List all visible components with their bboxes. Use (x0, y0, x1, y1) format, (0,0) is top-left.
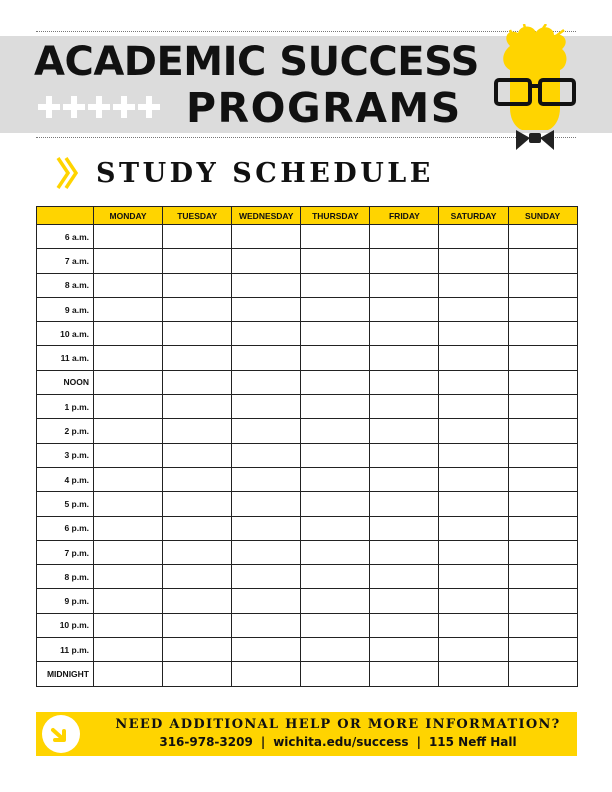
schedule-cell[interactable] (232, 273, 301, 297)
schedule-cell[interactable] (508, 540, 577, 564)
schedule-cell[interactable] (163, 492, 232, 516)
schedule-cell[interactable] (301, 467, 370, 491)
time-label: 2 p.m. (37, 419, 94, 443)
schedule-cell[interactable] (301, 346, 370, 370)
time-label: 5 p.m. (37, 492, 94, 516)
table-row (37, 419, 578, 443)
schedule-cell[interactable] (163, 540, 232, 564)
time-label: 7 p.m. (37, 540, 94, 564)
schedule-cell[interactable] (163, 589, 232, 613)
time-label: 9 a.m. (37, 297, 94, 321)
day-header-friday: FRIDAY (370, 207, 439, 225)
table-row (37, 322, 578, 346)
table-row (37, 395, 578, 419)
schedule-cell[interactable] (163, 322, 232, 346)
schedule-cell[interactable] (163, 419, 232, 443)
schedule-cell[interactable] (439, 467, 508, 491)
schedule-cell[interactable] (232, 322, 301, 346)
schedule-cell[interactable] (508, 613, 577, 637)
mascot-lightbulb-glasses-bowtie-icon (492, 24, 578, 156)
table-row (37, 492, 578, 516)
schedule-cell[interactable] (163, 638, 232, 662)
time-label: 4 p.m. (37, 467, 94, 491)
table-row (37, 662, 578, 686)
schedule-cell[interactable] (301, 589, 370, 613)
schedule-cell[interactable] (370, 540, 439, 564)
schedule-cell[interactable] (301, 297, 370, 321)
footer-contact-line (106, 735, 570, 749)
schedule-cell[interactable] (508, 395, 577, 419)
schedule-cell[interactable] (94, 492, 163, 516)
schedule-cell[interactable] (439, 662, 508, 686)
schedule-cell[interactable] (163, 370, 232, 394)
schedule-cell[interactable] (439, 638, 508, 662)
schedule-cell[interactable] (94, 346, 163, 370)
schedule-cell[interactable] (508, 565, 577, 589)
schedule-cell[interactable] (370, 443, 439, 467)
schedule-cell[interactable] (301, 492, 370, 516)
schedule-cell[interactable] (439, 322, 508, 346)
table-row (37, 297, 578, 321)
schedule-cell[interactable] (370, 297, 439, 321)
schedule-cell[interactable] (301, 273, 370, 297)
schedule-cell[interactable] (508, 492, 577, 516)
time-label: 8 a.m. (37, 273, 94, 297)
schedule-cell[interactable] (508, 516, 577, 540)
schedule-cell[interactable] (370, 395, 439, 419)
header-corner-cell (37, 207, 94, 225)
schedule-cell[interactable] (439, 249, 508, 273)
schedule-cell[interactable] (370, 370, 439, 394)
time-label: 8 p.m. (37, 565, 94, 589)
schedule-cell[interactable] (232, 346, 301, 370)
schedule-cell[interactable] (232, 419, 301, 443)
schedule-cell[interactable] (301, 638, 370, 662)
footer-help-text: NEED ADDITIONAL HELP OR MORE INFORMATION? (115, 717, 561, 732)
footer-banner (36, 712, 577, 756)
schedule-cell[interactable] (163, 516, 232, 540)
schedule-cell[interactable] (439, 589, 508, 613)
day-header-monday: MONDAY (94, 207, 163, 225)
schedule-cell[interactable] (232, 589, 301, 613)
study-schedule-table (36, 206, 578, 687)
schedule-cell[interactable] (508, 346, 577, 370)
table-row (37, 249, 578, 273)
table-row (37, 346, 578, 370)
schedule-cell[interactable] (94, 297, 163, 321)
schedule-cell[interactable] (232, 613, 301, 637)
schedule-cell[interactable] (163, 273, 232, 297)
day-header-thursday: THURSDAY (301, 207, 370, 225)
schedule-cell[interactable] (508, 322, 577, 346)
schedule-cell[interactable] (94, 419, 163, 443)
header-title-line1: ACADEMIC SUCCESS (34, 39, 479, 85)
schedule-cell[interactable] (94, 225, 163, 249)
time-label: 7 a.m. (37, 249, 94, 273)
table-body (37, 225, 578, 687)
schedule-cell[interactable] (370, 492, 439, 516)
table-row (37, 638, 578, 662)
schedule-cell[interactable] (439, 225, 508, 249)
schedule-cell[interactable] (439, 540, 508, 564)
schedule-cell[interactable] (439, 297, 508, 321)
schedule-cell[interactable] (232, 297, 301, 321)
schedule-cell[interactable] (439, 516, 508, 540)
day-header-sunday: SUNDAY (508, 207, 577, 225)
table-row (37, 273, 578, 297)
schedule-cell[interactable] (301, 395, 370, 419)
schedule-cell[interactable] (370, 516, 439, 540)
table-row (37, 589, 578, 613)
schedule-cell[interactable] (301, 370, 370, 394)
schedule-cell[interactable] (370, 589, 439, 613)
schedule-cell[interactable] (370, 249, 439, 273)
schedule-cell[interactable] (163, 662, 232, 686)
schedule-cell[interactable] (232, 249, 301, 273)
schedule-cell[interactable] (163, 249, 232, 273)
table-row (37, 516, 578, 540)
page-title: STUDY SCHEDULE (96, 158, 434, 189)
schedule-cell[interactable] (94, 589, 163, 613)
schedule-cell[interactable] (508, 249, 577, 273)
footer-logo-circle (42, 715, 80, 753)
schedule-cell[interactable] (370, 467, 439, 491)
schedule-cell[interactable] (232, 467, 301, 491)
schedule-cell[interactable] (370, 346, 439, 370)
schedule-cell[interactable] (439, 395, 508, 419)
schedule-cell[interactable] (508, 297, 577, 321)
footer-separator: | (416, 735, 421, 749)
schedule-cell[interactable] (301, 540, 370, 564)
schedule-cell[interactable] (94, 638, 163, 662)
schedule-cell[interactable] (508, 273, 577, 297)
schedule-cell[interactable] (232, 565, 301, 589)
schedule-cell[interactable] (370, 662, 439, 686)
plus-icon (88, 94, 110, 120)
schedule-cell[interactable] (301, 419, 370, 443)
time-label: 10 p.m. (37, 613, 94, 637)
schedule-cell[interactable] (508, 370, 577, 394)
plus-icon (63, 94, 85, 120)
schedule-cell[interactable] (232, 443, 301, 467)
schedule-cell[interactable] (370, 273, 439, 297)
footer-separator: | (260, 735, 266, 749)
schedule-cell[interactable] (370, 419, 439, 443)
schedule-cell[interactable] (94, 322, 163, 346)
time-label: 6 p.m. (37, 516, 94, 540)
schedule-cell[interactable] (94, 565, 163, 589)
table-row (37, 370, 578, 394)
schedule-cell[interactable] (508, 443, 577, 467)
table-header-row (37, 207, 578, 225)
schedule-cell[interactable] (439, 565, 508, 589)
schedule-cell[interactable] (232, 370, 301, 394)
time-label: 11 a.m. (37, 346, 94, 370)
schedule-cell[interactable] (370, 638, 439, 662)
schedule-cell[interactable] (508, 589, 577, 613)
schedule-cell[interactable] (508, 662, 577, 686)
plus-icon (113, 94, 135, 120)
schedule-cell[interactable] (94, 662, 163, 686)
schedule-cell[interactable] (94, 467, 163, 491)
schedule-cell[interactable] (94, 370, 163, 394)
schedule-cell[interactable] (163, 225, 232, 249)
schedule-cell[interactable] (439, 346, 508, 370)
arrow-down-right-icon (42, 715, 80, 753)
schedule-cell[interactable] (301, 662, 370, 686)
schedule-cell[interactable] (301, 565, 370, 589)
schedule-cell[interactable] (163, 613, 232, 637)
schedule-cell[interactable] (301, 516, 370, 540)
schedule-cell[interactable] (370, 225, 439, 249)
table-row (37, 613, 578, 637)
schedule-cell[interactable] (301, 225, 370, 249)
table-row (37, 443, 578, 467)
schedule-cell[interactable] (163, 297, 232, 321)
schedule-cell[interactable] (508, 419, 577, 443)
footer-phone[interactable]: 316-978-3209 (159, 735, 253, 749)
chevron-right-icon (56, 156, 80, 190)
schedule-cell[interactable] (439, 370, 508, 394)
schedule-cell[interactable] (163, 565, 232, 589)
day-header-saturday: SATURDAY (439, 207, 508, 225)
schedule-cell[interactable] (94, 273, 163, 297)
schedule-cell[interactable] (439, 419, 508, 443)
schedule-cell[interactable] (439, 613, 508, 637)
schedule-cell[interactable] (94, 540, 163, 564)
schedule-cell[interactable] (94, 395, 163, 419)
schedule-cell[interactable] (370, 613, 439, 637)
schedule-cell[interactable] (370, 322, 439, 346)
time-label: 6 a.m. (37, 225, 94, 249)
schedule-cell[interactable] (232, 395, 301, 419)
schedule-cell[interactable] (232, 540, 301, 564)
schedule-cell[interactable] (301, 249, 370, 273)
schedule-cell[interactable] (370, 565, 439, 589)
schedule-cell[interactable] (163, 443, 232, 467)
schedule-cell[interactable] (94, 516, 163, 540)
plus-icon (38, 94, 60, 120)
day-header-tuesday: TUESDAY (163, 207, 232, 225)
time-label: NOON (37, 370, 94, 394)
schedule-cell[interactable] (232, 492, 301, 516)
schedule-cell[interactable] (232, 225, 301, 249)
time-label: 9 p.m. (37, 589, 94, 613)
schedule-cell[interactable] (301, 443, 370, 467)
table-row (37, 467, 578, 491)
schedule-cell[interactable] (94, 613, 163, 637)
header-title-line2: PROGRAMS (186, 84, 462, 132)
schedule-cell[interactable] (163, 346, 232, 370)
footer-location: 115 Neff Hall (428, 735, 517, 749)
schedule-cell[interactable] (163, 467, 232, 491)
schedule-cell[interactable] (232, 516, 301, 540)
time-label: 3 p.m. (37, 443, 94, 467)
schedule-cell[interactable] (163, 395, 232, 419)
table-row (37, 540, 578, 564)
schedule-cell[interactable] (94, 249, 163, 273)
footer-website-link[interactable]: wichita.edu/success (273, 735, 409, 749)
schedule-cell[interactable] (508, 225, 577, 249)
time-label: 1 p.m. (37, 395, 94, 419)
schedule-cell[interactable] (508, 638, 577, 662)
schedule-cell[interactable] (232, 662, 301, 686)
day-header-wednesday: WEDNESDAY (232, 207, 301, 225)
table-row (37, 565, 578, 589)
schedule-cell[interactable] (439, 273, 508, 297)
schedule-cell[interactable] (301, 322, 370, 346)
schedule-cell[interactable] (94, 443, 163, 467)
time-label: 10 a.m. (37, 322, 94, 346)
schedule-cell[interactable] (439, 443, 508, 467)
schedule-cell[interactable] (439, 492, 508, 516)
table-row (37, 225, 578, 249)
schedule-cell[interactable] (232, 638, 301, 662)
plus-icon (138, 94, 160, 120)
plus-row (38, 94, 160, 120)
schedule-cell[interactable] (301, 613, 370, 637)
time-label: MIDNIGHT (37, 662, 94, 686)
time-label: 11 p.m. (37, 638, 94, 662)
schedule-cell[interactable] (508, 467, 577, 491)
